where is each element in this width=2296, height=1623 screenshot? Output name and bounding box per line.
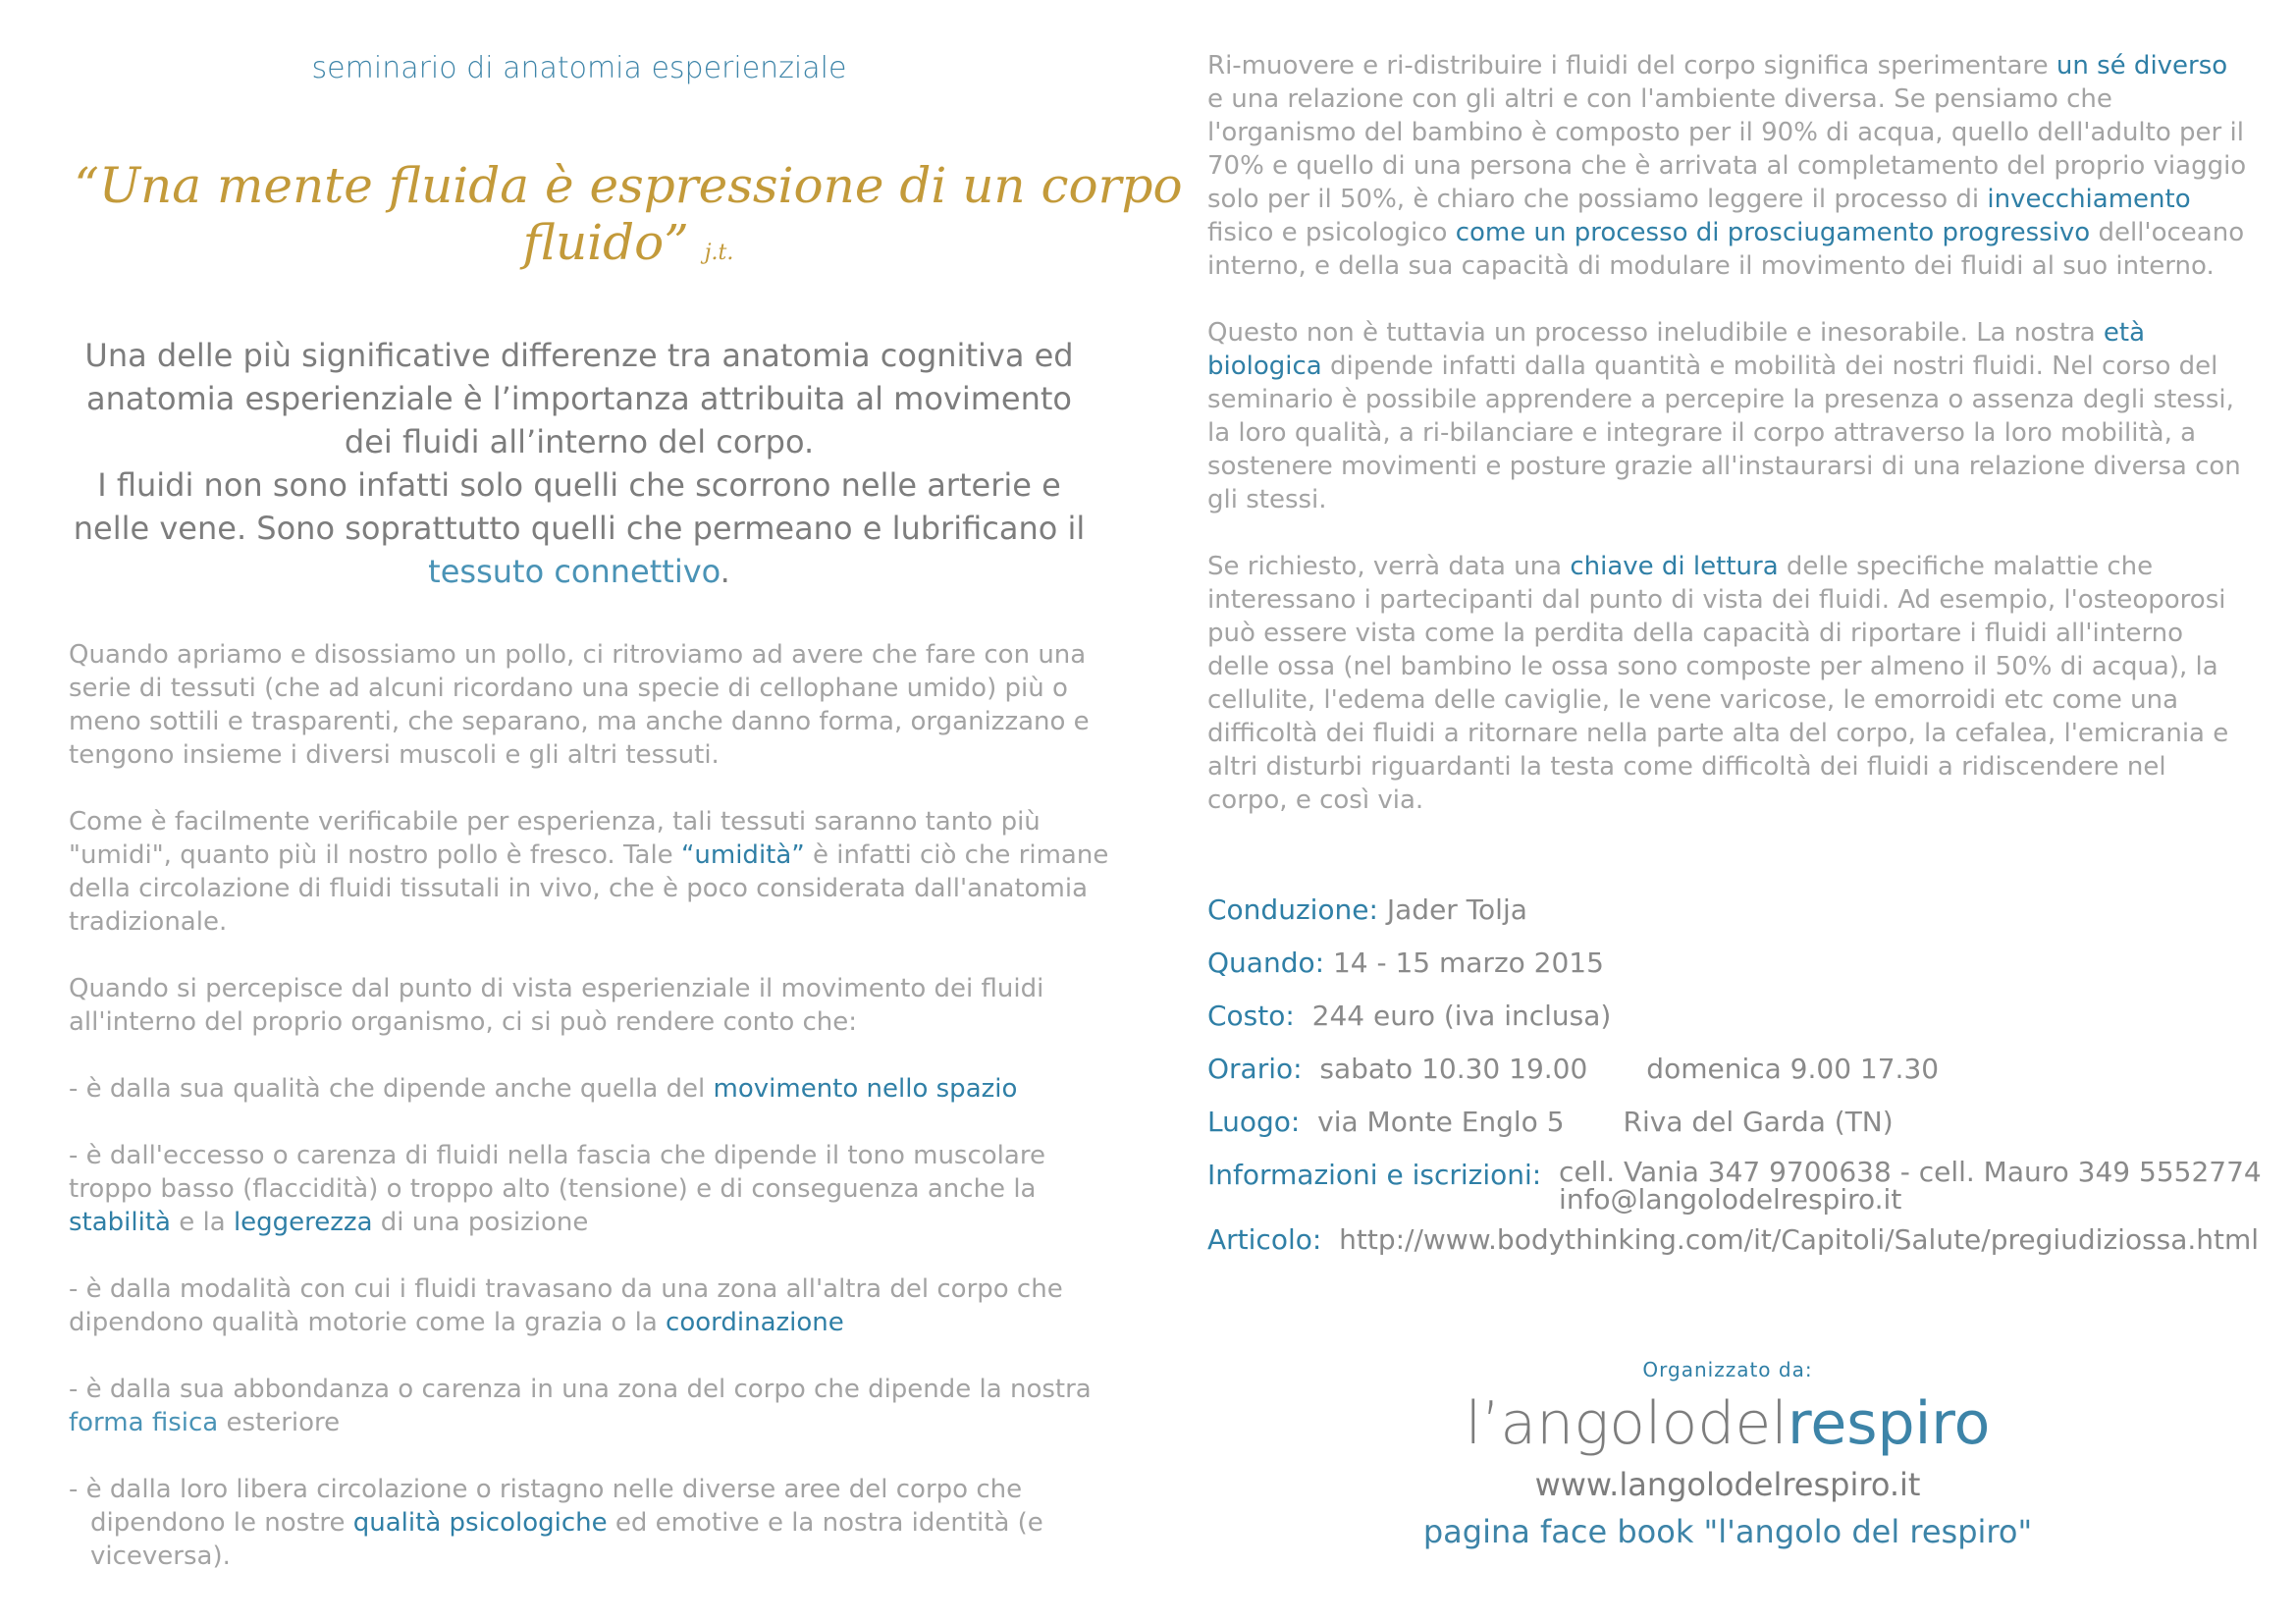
info-articolo bbox=[1207, 1223, 2268, 1276]
highlight-leggerezza: leggerezza bbox=[233, 1208, 373, 1237]
website-link[interactable]: www.langolodelrespiro.it bbox=[1534, 1466, 1921, 1503]
info-costo bbox=[1207, 1000, 2268, 1053]
text: di una posizione bbox=[380, 1208, 589, 1237]
bullet-psicologiche bbox=[69, 1473, 1109, 1573]
bullet-tono bbox=[69, 1139, 1109, 1239]
seminar-subtitle: seminario di anatomia esperienziale bbox=[311, 51, 847, 85]
value: 14 - 15 marzo 2015 bbox=[1332, 947, 1604, 979]
paragraph-pollo: Quando apriamo e disossiamo un pollo, ci ritroviamo ad avere che fare con una serie di tessuti (che ad alcuni ricordano una specie di cellophane umido) più o meno sottili e trasparenti, che separano, ma anche danno forma, organizzano e tengono insieme i diversi muscoli e gli altri tessuti. bbox=[69, 640, 1090, 770]
text: fisico e psicologico bbox=[1207, 218, 1448, 247]
text: - è dalla sua abbondanza o carenza in una zona del corpo che dipende la nostra bbox=[69, 1375, 1092, 1404]
text: Questo non è tuttavia un processo ineludibile e inesorabile. La nostra bbox=[1207, 318, 2096, 348]
paragraph-chiave-di-lettura bbox=[1207, 550, 2248, 817]
text: dell'oceano interno, e della sua capacità di modulare il movimento dei fluidi al suo interno. bbox=[1207, 218, 2245, 281]
highlight-invecchiamento: invecchiamento bbox=[1987, 185, 2191, 214]
text: - è dalla loro libera circolazione o ristagno nelle diverse aree del corpo che dipendono le nostre bbox=[69, 1475, 1023, 1538]
value-city: Riva del Garda (TN) bbox=[1623, 1106, 1894, 1138]
text: Se richiesto, verrà data una bbox=[1207, 552, 1563, 581]
quote bbox=[69, 157, 1188, 271]
value: Jader Tolja bbox=[1386, 893, 1527, 926]
highlight-eta-biologica: età biologica bbox=[1207, 318, 2146, 381]
left-body bbox=[69, 638, 1109, 1573]
email-link[interactable]: info@langolodelrespiro.it bbox=[1559, 1183, 1902, 1216]
text: dipende infatti dalla quantità e mobilità dei nostri fluidi. Nel corso del seminario è possibile apprendere a percepire la presenza o assenza degli stessi, la loro qualità, a ri-bilanciare e integrare il corpo attraverso la loro mobilità, a sostenere movimenti e posture grazie all'instaurarsi di una relazione diversa con gli stessi. bbox=[1207, 352, 2241, 514]
logo bbox=[1207, 1389, 2248, 1458]
text: e una relazione con gli altri e con l'ambiente diversa. Se pensiamo che l'organismo del bambino è composto per il 90% di acqua, quello dell'adulto per il 70% e quello di una persona che è arrivata al completamento del proprio viaggio solo per il 50%, è chiaro che possiamo leggere il processo di bbox=[1207, 84, 2247, 214]
info-orario bbox=[1207, 1053, 2268, 1106]
paragraph-eta-biologica bbox=[1207, 316, 2248, 516]
quote-text: “Una mente fluida è espressione di un corpo fluido” bbox=[74, 157, 1183, 271]
bullet-forma-fisica bbox=[69, 1373, 1109, 1439]
info-quando bbox=[1207, 947, 2268, 1000]
intro-paragraph-2 bbox=[69, 463, 1090, 593]
info-iscrizioni bbox=[1207, 1156, 2268, 1223]
right-body bbox=[1207, 49, 2248, 817]
highlight-stabilita: stabilità bbox=[69, 1208, 171, 1237]
label: Quando: bbox=[1207, 947, 1325, 979]
label: Luogo: bbox=[1207, 1106, 1301, 1138]
highlight-umidita: “umidità” bbox=[680, 840, 805, 870]
logo-part-2: respiro bbox=[1787, 1389, 1991, 1458]
intro-text: I fluidi non sono infatti solo quelli che scorrono nelle arterie e nelle vene. Sono soprattutto quelli che permeano e lubrificano il bbox=[73, 466, 1086, 547]
logo-part-1: l’angolodel bbox=[1465, 1389, 1788, 1458]
highlight-tessuto-connettivo: tessuto connettivo bbox=[428, 553, 721, 590]
value-saturday: sabato 10.30 19.00 bbox=[1319, 1053, 1588, 1085]
intro bbox=[69, 334, 1090, 593]
label: Costo: bbox=[1207, 1000, 1295, 1032]
text: ed emotive e la nostra identità (e viceversa). bbox=[90, 1508, 1043, 1571]
paragraph-umidita bbox=[69, 805, 1109, 939]
text: Come è facilmente verificabile per esperienza, tali tessuti saranno tanto più "umidi", quanto più il nostro pollo è fresco. Tale bbox=[69, 807, 1041, 870]
text: delle specifiche malattie che interessano i partecipanti dal punto di vista dei fluidi. Ad esempio, l'osteoporosi può essere vista come la perdita della capacità di riportare i fluidi all'interno delle ossa (nel bambino le ossa sono composte per almeno il 50% di acqua), la cellulite, l'edema delle caviglie, le vene varicose, le emorroidi etc come una difficoltà dei fluidi a ritornare nella parte alta del corpo, la cefalea, l'emicrania e altri disturbi riguardanti la testa come difficoltà dei fluidi a ridiscendere nel corpo, e così via. bbox=[1207, 552, 2229, 815]
paragraph-fluidi bbox=[1207, 49, 2248, 283]
paragraph-percezione: Quando si percepisce dal punto di vista esperienziale il movimento dei fluidi all'interno del proprio organismo, ci si può rendere conto che: bbox=[69, 974, 1044, 1037]
text: esteriore bbox=[226, 1408, 341, 1437]
text: - è dall'eccesso o carenza di fluidi nella fascia che dipende il tono muscolare troppo basso (flaccidità) o troppo alto (tensione) e di conseguenza anche la bbox=[69, 1141, 1045, 1204]
organizer bbox=[1207, 1358, 2248, 1550]
bullet-movimento bbox=[69, 1072, 1109, 1106]
bullet-coordinazione bbox=[69, 1272, 1109, 1339]
facebook-page[interactable]: pagina face book "l'angolo del respiro" bbox=[1422, 1513, 2033, 1550]
text: è infatti ciò che rimane della circolazione di fluidi tissutali in vivo, che è poco considerata dall'anatomia tradizionale. bbox=[69, 840, 1109, 937]
event-info bbox=[1207, 893, 2268, 1276]
intro-paragraph-1: Una delle più significative differenze tra anatomia cognitiva ed anatomia esperienziale è l’importanza attribuita al movimento dei fluidi all’interno del corpo. bbox=[84, 337, 1074, 460]
highlight-un-se-diverso: un sé diverso bbox=[2056, 51, 2228, 81]
organized-by-label: Organizzato da: bbox=[1642, 1358, 1813, 1381]
highlight-prosciugamento: come un processo di prosciugamento progressivo bbox=[1455, 218, 2091, 247]
value: 244 euro (iva inclusa) bbox=[1311, 1000, 1612, 1032]
info-conduzione bbox=[1207, 893, 2268, 947]
quote-signature: j.t. bbox=[704, 241, 734, 265]
highlight-qualita-psicologiche: qualità psicologiche bbox=[352, 1508, 608, 1538]
highlight-coordinazione: coordinazione bbox=[666, 1308, 844, 1337]
highlight-chiave-di-lettura: chiave di lettura bbox=[1570, 552, 1779, 581]
label: Informazioni e iscrizioni: bbox=[1207, 1159, 1542, 1191]
text: - è dalla modalità con cui i fluidi travasano da una zona all'altra del corpo che dipendono qualità motorie come la grazia o la bbox=[69, 1274, 1063, 1337]
article-link[interactable]: http://www.bodythinking.com/it/Capitoli/Salute/pregiudiziossa.html bbox=[1339, 1223, 2260, 1256]
value bbox=[1559, 1156, 2262, 1216]
highlight-forma-fisica: forma fisica bbox=[69, 1408, 219, 1437]
value-sunday: domenica 9.00 17.30 bbox=[1646, 1053, 1940, 1085]
phones: cell. Vania 347 9700638 - cell. Mauro 349 5552774 bbox=[1559, 1156, 2262, 1188]
intro-period: . bbox=[720, 553, 730, 590]
text: e la bbox=[179, 1208, 226, 1237]
text: Ri-muovere e ri-distribuire i fluidi del corpo significa sperimentare bbox=[1207, 51, 2049, 81]
text: - è dalla sua qualità che dipende anche quella del bbox=[69, 1074, 706, 1104]
label: Orario: bbox=[1207, 1053, 1303, 1085]
highlight-movimento-nello-spazio: movimento nello spazio bbox=[713, 1074, 1018, 1104]
label: Conduzione: bbox=[1207, 893, 1378, 926]
info-luogo bbox=[1207, 1106, 2268, 1159]
label: Articolo: bbox=[1207, 1223, 1322, 1256]
value-address: via Monte Englo 5 bbox=[1317, 1106, 1565, 1138]
